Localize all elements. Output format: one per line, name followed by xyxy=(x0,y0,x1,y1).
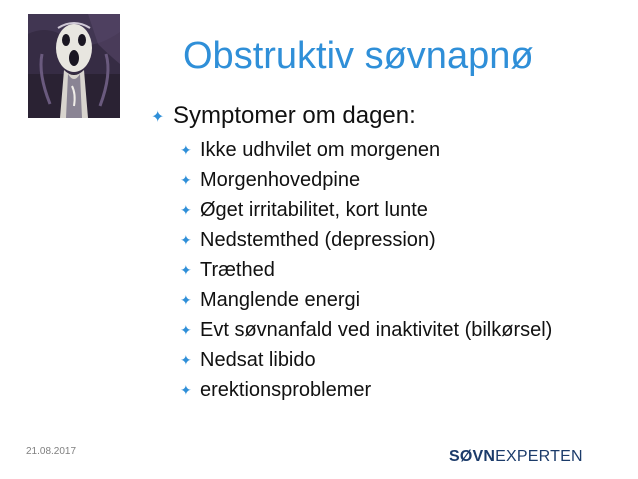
sub-bullet-text: Nedstemthed (depression) xyxy=(200,229,436,251)
sub-bullet-text: Morgenhovedpine xyxy=(200,169,361,191)
main-bullet xyxy=(151,102,416,130)
soevnexperten-logo xyxy=(449,448,583,466)
logo-bold-text: SØVN xyxy=(449,448,496,465)
sub-bullet xyxy=(180,349,316,372)
four-point-star-icon: ✦ xyxy=(151,109,165,126)
sub-bullet xyxy=(180,259,275,282)
sub-bullet-text: Evt søvnanfald ved inaktivitet (bilkørsel) xyxy=(200,319,553,341)
scream-artwork-image xyxy=(28,14,120,118)
sub-bullet xyxy=(180,379,371,402)
sub-bullet xyxy=(180,199,428,222)
sub-bullet-text: erektionsproblemer xyxy=(200,379,372,401)
sub-bullet-text: Manglende energi xyxy=(200,289,361,311)
four-point-star-icon: ✦ xyxy=(180,322,192,338)
sub-bullet-text: Nedsat libido xyxy=(200,349,316,371)
sub-bullet-text: Ikke udhvilet om morgenen xyxy=(200,139,441,161)
sub-bullet xyxy=(180,229,436,252)
four-point-star-icon: ✦ xyxy=(180,202,192,218)
main-bullet-text: Symptomer om dagen: xyxy=(173,102,416,129)
four-point-star-icon: ✦ xyxy=(180,292,192,308)
sub-bullet xyxy=(180,289,360,312)
four-point-star-icon: ✦ xyxy=(180,232,192,248)
sub-bullet-text: Træthed xyxy=(200,259,275,281)
sub-bullet xyxy=(180,139,440,162)
sub-bullet-text: Øget irritabilitet, kort lunte xyxy=(200,199,428,221)
four-point-star-icon: ✦ xyxy=(180,352,192,368)
four-point-star-icon: ✦ xyxy=(180,382,192,398)
sub-bullet xyxy=(180,169,360,192)
logo-light-text: EXPERTEN xyxy=(495,448,583,465)
four-point-star-icon: ✦ xyxy=(180,172,192,188)
sub-bullet xyxy=(180,319,552,342)
four-point-star-icon: ✦ xyxy=(180,142,192,158)
footer-date: 21.08.2017 xyxy=(26,446,77,457)
slide-title: Obstruktiv søvnapnø xyxy=(183,35,534,77)
four-point-star-icon: ✦ xyxy=(180,262,192,278)
